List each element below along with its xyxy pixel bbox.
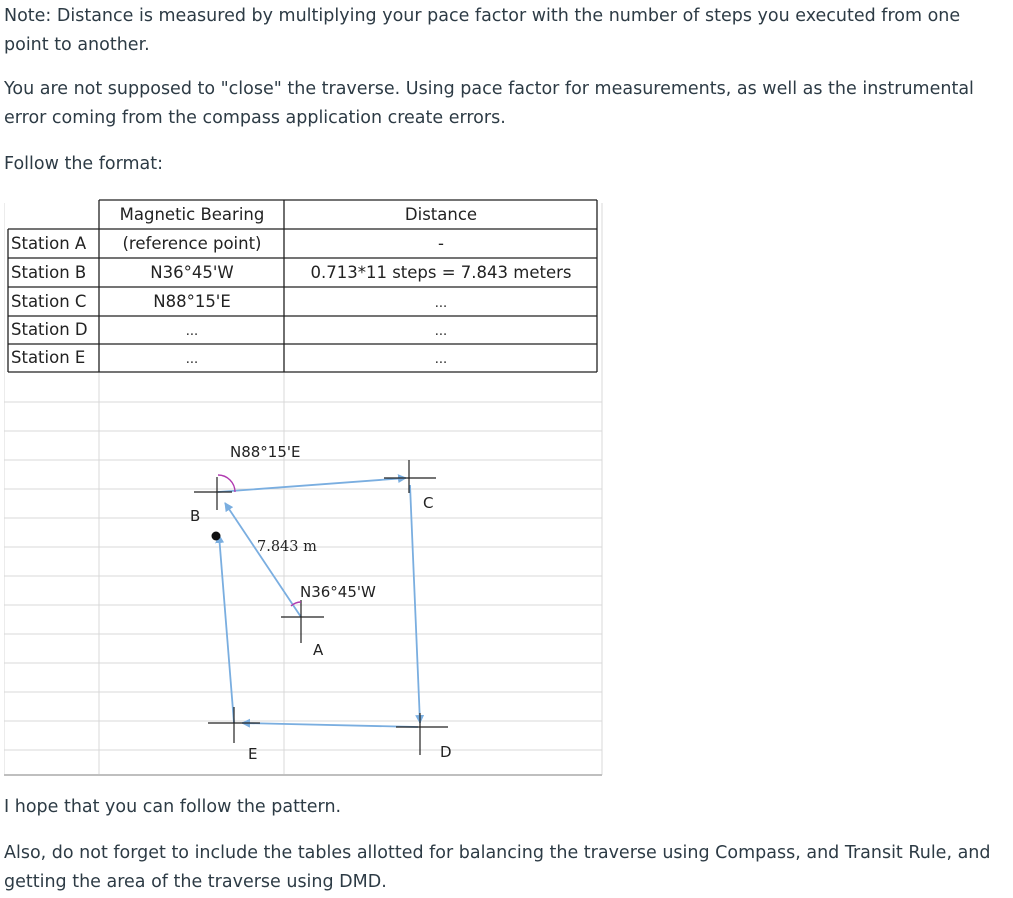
station-label-c: C (423, 494, 434, 512)
row-a-bearing: (reference point) (122, 234, 262, 253)
station-label-a: A (313, 641, 324, 659)
station-label-e: E (248, 745, 258, 763)
row-d-station: Station D (11, 320, 88, 339)
row-e-station: Station E (11, 348, 86, 367)
traverse-line-b-c (218, 478, 406, 492)
row-b-station: Station B (11, 263, 87, 282)
also-paragraph: Also, do not forget to include the tables allotted for balancing the traverse using Compass, and Transit Rule, and getting the area of the traverse using DMD. (4, 843, 991, 892)
row-c-distance: ... (434, 296, 448, 311)
traverse-line-e-b (219, 535, 234, 723)
header-magnetic-bearing: Magnetic Bearing (119, 205, 265, 224)
follow-format-text: Follow the format: (4, 154, 164, 174)
bearing-label-bc: N88°15'E (230, 443, 301, 461)
station-label-b: B (190, 507, 201, 525)
row-e-bearing: ... (185, 352, 199, 367)
traverse-line-c-d (410, 485, 420, 723)
row-b-distance: 0.713*11 steps = 7.843 meters (310, 263, 572, 282)
distance-label-ab: 7.843 m (257, 539, 317, 555)
row-c-station: Station C (11, 292, 87, 311)
station-cross-e (208, 707, 260, 743)
row-e-distance: ... (434, 352, 448, 367)
hope-paragraph: I hope that you can follow the pattern. (4, 797, 342, 817)
traverse-line-d-e (242, 723, 418, 727)
row-a-distance: - (438, 234, 444, 253)
row-c-bearing: N88°15'E (153, 292, 231, 311)
station-cross-a (281, 600, 324, 643)
bearing-label-ab: N36°45'W (300, 583, 376, 601)
format-example-image (4, 195, 604, 778)
row-d-distance: ... (434, 324, 448, 339)
instructions-paragraph: You are not supposed to "close" the traverse. Using pace factor for measurements, as well as the instrumental error coming from the compass application create errors. (4, 79, 974, 128)
row-a-station: Station A (11, 234, 87, 253)
station-label-d: D (440, 743, 452, 761)
traverse-line-a-b (225, 503, 301, 617)
note-paragraph: Note: Distance is measured by multiplying your pace factor with the number of steps you executed from one point to another. (4, 6, 961, 55)
row-b-bearing: N36°45'W (150, 263, 234, 282)
row-d-bearing: ... (185, 324, 199, 339)
station-dot (212, 532, 221, 541)
header-distance: Distance (404, 205, 478, 224)
